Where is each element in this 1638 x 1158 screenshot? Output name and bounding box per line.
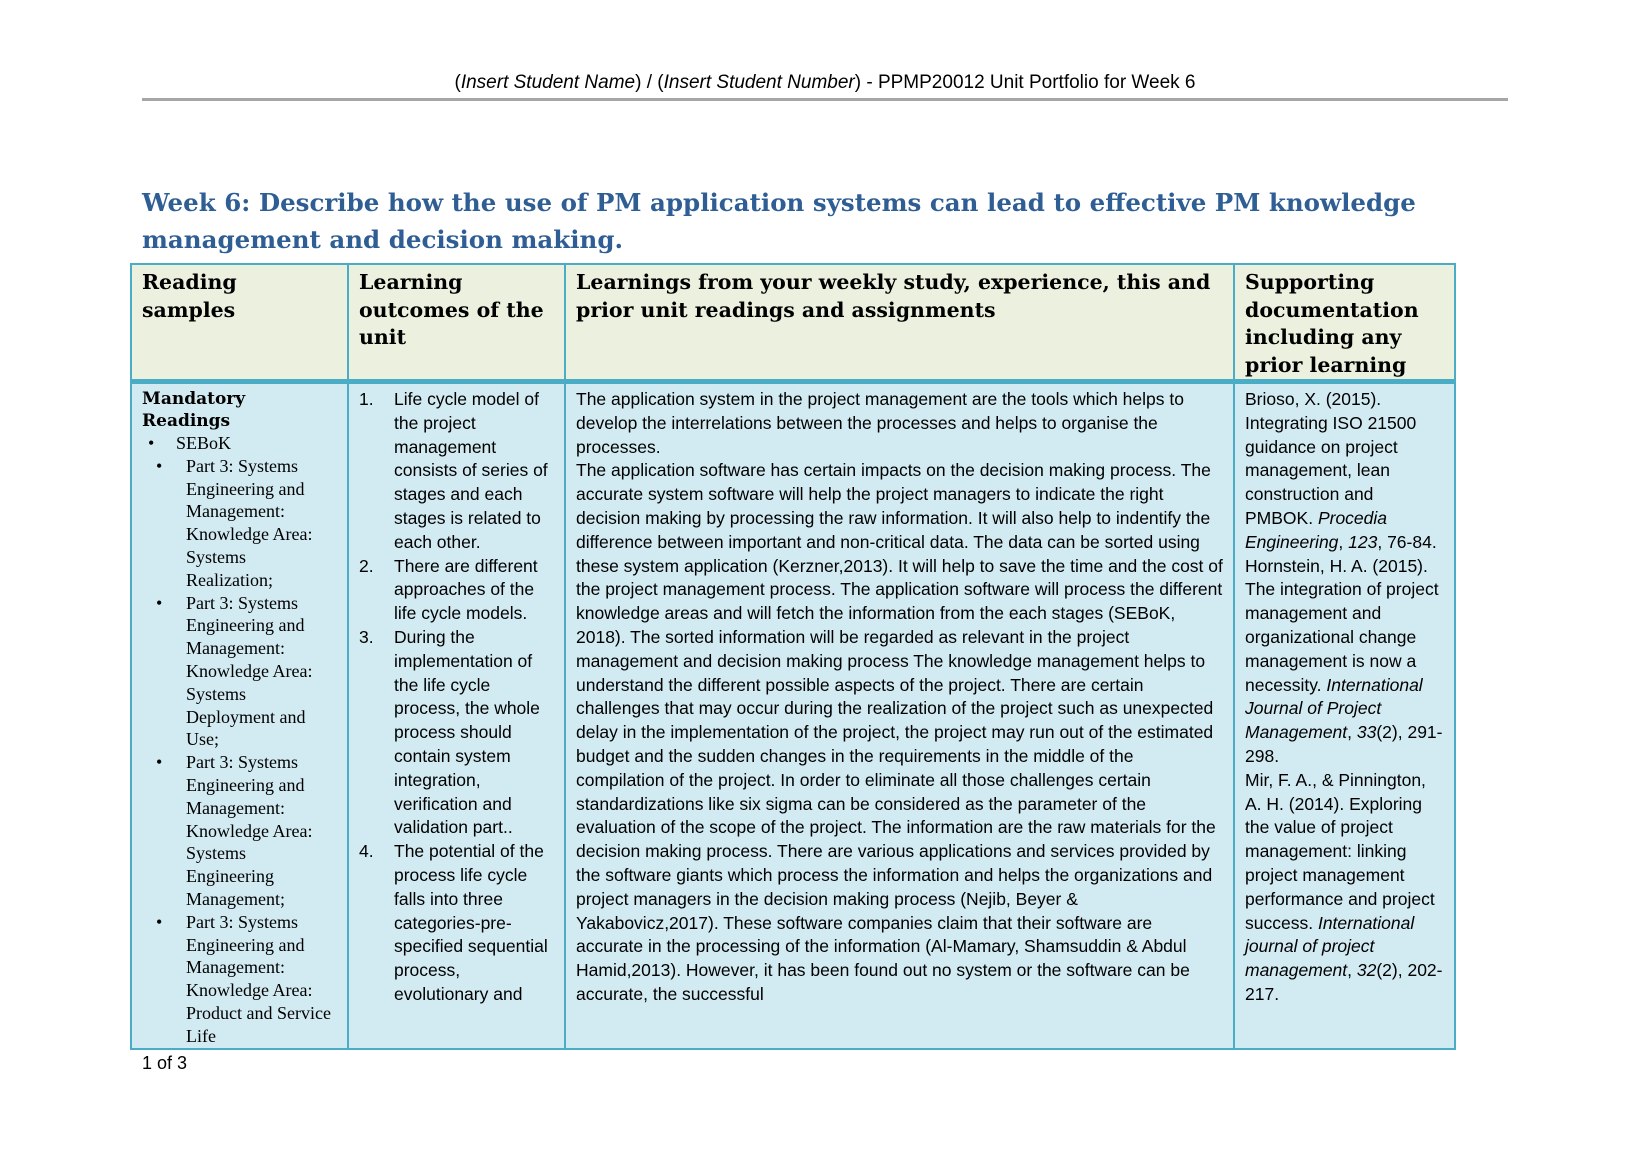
header-reading-samples: Reading samples: [131, 264, 348, 382]
student-name-placeholder: Insert Student Name: [460, 72, 636, 93]
supporting-docs-cell: [1234, 382, 1455, 1049]
reference-text: Hornstein, H. A. (2015). The integration of project management and organizational change management is now a necessity.: [1245, 555, 1439, 695]
list-item-text: There are different approaches of the life cycle models.: [394, 555, 538, 624]
reference-separator: ,: [1347, 722, 1357, 743]
mandatory-readings-heading: Mandatory Readings: [142, 389, 246, 431]
list-item: [142, 911, 337, 1048]
table-row: [131, 382, 1455, 1049]
bullet-icon: •: [148, 433, 155, 453]
reference-entry: [1245, 388, 1444, 555]
list-item: [359, 626, 554, 840]
learning-outcomes-cell: [348, 382, 565, 1049]
list-item: [142, 592, 337, 752]
table-header-row: [131, 264, 1455, 382]
header-learnings: Learnings from your weekly study, experience, this and prior unit readings and assignments: [565, 264, 1234, 382]
list-item-text: Life cycle model of the project management consists of series of stages and each stages is related to each other.: [394, 389, 548, 552]
list-item: [359, 388, 554, 555]
reference-volume: 32: [1356, 960, 1377, 981]
bullet-icon: •: [156, 592, 163, 613]
outcomes-list: [359, 388, 554, 1007]
bullet-icon: •: [156, 455, 163, 476]
list-number: 1.: [359, 389, 374, 409]
portfolio-table: [130, 263, 1456, 1050]
list-item-text: SEBoK: [176, 433, 232, 453]
header-learning-outcomes: Learning outcomes of the unit: [348, 264, 565, 382]
reference-text: Brioso, X. (2015). Integrating ISO 21500 guidance on project management, lean construction and PMBOK.: [1245, 389, 1417, 528]
reference-entry: [1245, 555, 1444, 769]
header-unit-title: ) - PPMP20012 Unit Portfolio for Week 6: [854, 72, 1196, 93]
learnings-paragraph: The application system in the project management are the tools which helps to develop the interrelations between the processes and helps to organise the processes.: [576, 389, 1184, 457]
list-item-text: During the implementation of the life cycle process, the whole process should contain system integration, verification and validation part..: [394, 626, 540, 838]
reference-text: Mir, F. A., & Pinnington, A. H. (2014). Exploring the value of project management: linking project management performance and project success.: [1245, 769, 1435, 933]
list-item: [142, 751, 337, 911]
list-item-text: The potential of the process life cycle falls into three categories-pre-specified sequential process, evolutionary and: [394, 841, 548, 1004]
list-item: [359, 555, 554, 626]
reference-pages: (2), 291-298.: [1245, 722, 1443, 766]
list-item-text: Part 3: Systems Engineering and Management: Knowledge Area: Systems Deployment and Use;: [186, 592, 313, 750]
list-item-text: Part 3: Systems Engineering and Management: Knowledge Area: Systems Engineering Management;: [186, 752, 313, 909]
list-item: [142, 455, 337, 592]
list-item-text: Part 3: Systems Engineering and Management: Knowledge Area: Product and Service Life: [186, 911, 331, 1046]
page-title: Week 6: Describe how the use of PM application systems can lead to effective PM knowledge management and decision making.: [142, 188, 1416, 254]
reference-separator: ,: [1347, 960, 1357, 981]
page-number: 1 of 3: [142, 1053, 188, 1073]
learnings-paragraph: The application software has certain impacts on the decision making process. The accurate system software will help the project managers to indicate the right decision making by processing the raw information. It will also help to indentify the difference between important and non-critical data. The data can be sorted using these system application (Kerzner,2013). It will help to save the time and the cost of the project management process. The application software will process the different knowledge areas and will fetch the information from the each stages (SEBoK, 2018). The sorted information will be regarded as relevant in the project management and decision making process The knowledge management helps to understand the different possible aspects of the project. There are certain challenges that may occur during the realization of the project such as unexpected delay in the implementation of the project, the project may run out of the estimated budget and the sudden changes in the requirements in the middle of the compilation of the project. In order to eliminate all those challenges certain standardizations like six sigma can be considered as the parameter of the evaluation of the scope of the project. The information are the raw materials for the decision making process. There are various applications and services provided by the software giants which process the information and helps the organizations and project managers in the decision making process (Nejib, Beyer & Yakabovicz,2017). These software companies claim that their software are accurate in the processing of the information (Al-Mamary, Shamsuddin & Abdul Hamid,2013). However, it has been found out no system or the software can be accurate, the successful: [576, 460, 1223, 1004]
reading-list: [142, 455, 337, 1048]
reference-journal: International journal of project management: [1245, 912, 1415, 981]
list-number: 4.: [359, 841, 374, 862]
learnings-cell: [565, 382, 1234, 1049]
reference-entry: [1245, 769, 1444, 1007]
list-number: 3.: [359, 626, 374, 647]
list-item: [142, 432, 337, 455]
reference-separator: ,: [1338, 531, 1349, 552]
header-paren: (: [454, 72, 461, 93]
student-number-placeholder: Insert Student Number: [663, 72, 855, 93]
reading-samples-cell: [131, 382, 348, 1049]
list-item: [359, 840, 554, 1007]
header-separator: ) / (: [635, 72, 664, 93]
reference-journal: International Journal of Project Management: [1245, 674, 1423, 743]
list-number: 2.: [359, 555, 374, 576]
reference-volume: 123: [1348, 531, 1378, 552]
reference-pages: (2), 202-217.: [1245, 960, 1443, 1004]
reference-pages: , 76-84.: [1377, 531, 1437, 552]
reference-journal: Procedia Engineering: [1245, 507, 1388, 552]
reference-volume: 33: [1356, 722, 1377, 743]
bullet-icon: •: [156, 752, 163, 773]
header-supporting-docs: Supporting documentation including any prior learning: [1234, 264, 1455, 382]
bullet-icon: •: [156, 911, 163, 932]
list-item-text: Part 3: Systems Engineering and Management: Knowledge Area: Systems Realization;: [186, 455, 313, 590]
page-header: [142, 68, 1508, 101]
